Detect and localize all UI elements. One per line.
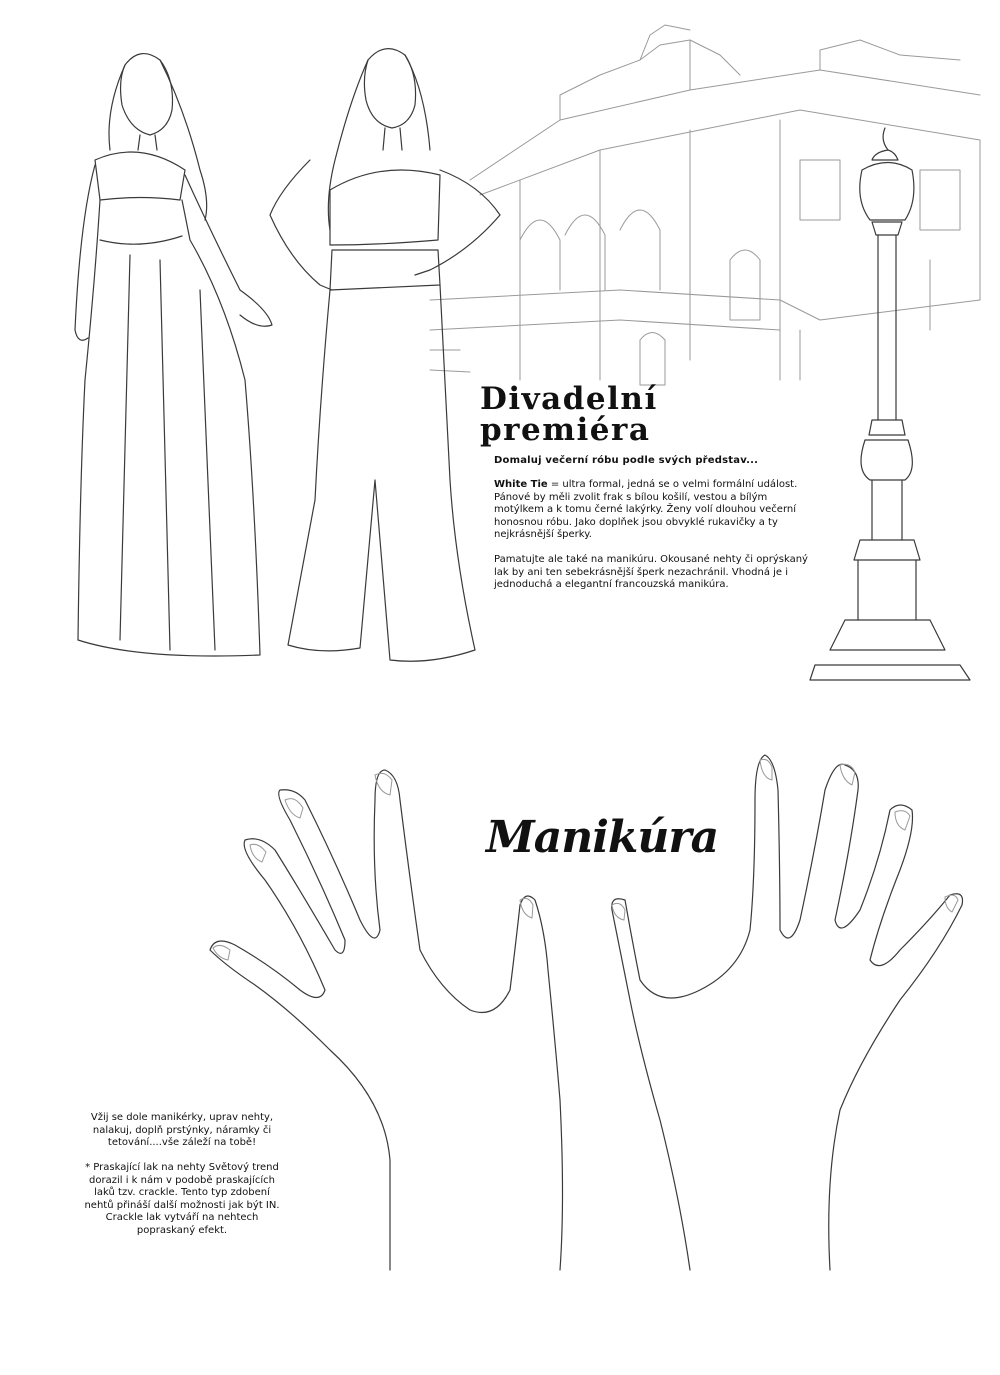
manicure-tips [82, 1112, 282, 1250]
dresscode-text-block [494, 479, 814, 604]
dresscode-description: = ultra formal, jedná se o velmi formální událost. Pánové by měli zvolit frak s bílou košilí, vestou a bílým motýlkem a k tomu černé lakýrky. Ženy volí dlouhou večerní honosnou róbu. Jako doplňek jsou obvyklé rukavičky a ty nejkrásnější šperky. [494, 479, 798, 540]
woman-in-jumpsuit-drawing [270, 49, 500, 662]
street-lamp-drawing [810, 128, 970, 680]
manicure-tip-2: * Praskající lak na nehty Světový trend dorazil i k nám v podobě praskajících laků tzv. crackle. Tento typ zdobení nehtů přináší další možnosti jak být IN. Crackle lak vytváří na nehtech popraskaný efekt. [84, 1162, 280, 1236]
dresscode-term: White Tie [494, 479, 548, 490]
dresscode-paragraph [494, 479, 814, 542]
manicure-title: Manikúra [486, 812, 719, 863]
manicure-tip-1: Vžij se dole manikérky, uprav nehty, nalakuj, doplň prstýnky, náramky či tetování....vše záleží na tobě! [90, 1112, 274, 1148]
manicure-note: Pamatujte ale také na manikúru. Okousané nehty či oprýskaný lak by ani ten sebekrásnější šperk nezachránil. Vhodná je i jednoduchá a elegantní francouzská manikúra. [494, 554, 808, 590]
title-line-1: Divadelní [480, 381, 658, 417]
theatre-building-drawing [430, 25, 980, 385]
woman-in-strapless-gown-drawing [75, 54, 272, 656]
title-line-2: premiéra [480, 412, 651, 448]
page-title [480, 381, 760, 448]
page-subtitle: Domaluj večerní róbu podle svých představ... [494, 455, 759, 466]
